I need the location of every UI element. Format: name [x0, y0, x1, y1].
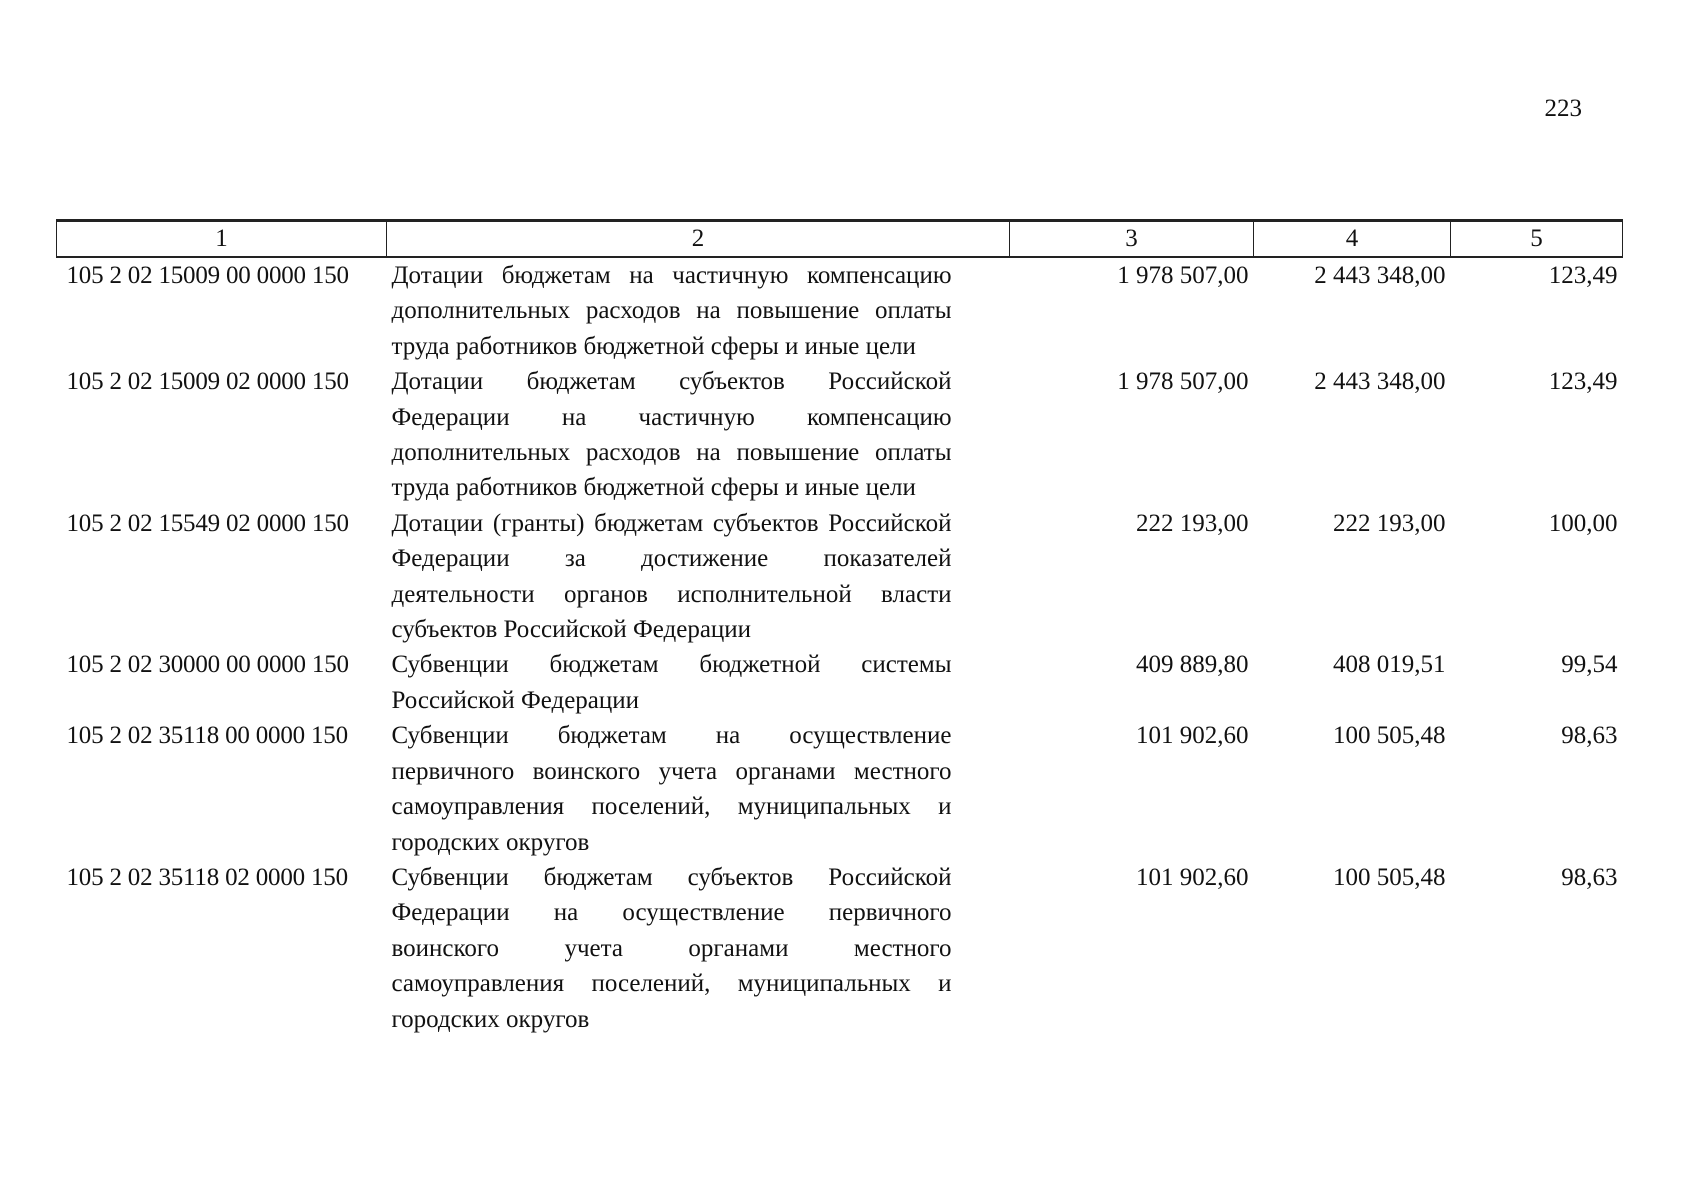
budget-code: 105 2 02 15009 00 0000 150: [66, 262, 349, 289]
plan-value: 409 889,80: [1136, 651, 1249, 679]
table-row: [57, 506, 1623, 648]
plan-value: 222 193,00: [1136, 509, 1249, 537]
percent-value: 98,63: [1561, 722, 1618, 750]
table-row: [57, 257, 1623, 364]
table-body: [57, 257, 1623, 1037]
budget-code: 105 2 02 35118 00 0000 150: [66, 722, 348, 750]
column-header-1: 1: [57, 221, 387, 258]
plan-value: 101 902,60: [1136, 722, 1249, 750]
column-header-4: 4: [1254, 221, 1451, 258]
item-name: Дотации бюджетам субъектов Российской Федерации на частичную компенсацию дополнительных расходов на повышение оплаты труда работников бюджетной сферы и иные цели: [391, 368, 952, 502]
actual-value: 2 443 348,00: [1314, 368, 1446, 396]
table-row: [57, 860, 1623, 1037]
percent-value: 123,49: [1548, 262, 1618, 289]
item-name: Дотации бюджетам на частичную компенсацию дополнительных расходов на повышение оплаты труда работников бюджетной сферы и иные цели: [391, 262, 952, 360]
plan-value: 101 902,60: [1136, 863, 1249, 891]
table-row: [57, 364, 1623, 506]
column-header-3: 3: [1010, 221, 1254, 258]
budget-code: 105 2 02 15009 02 0000 150: [66, 368, 349, 396]
table-row: [57, 647, 1623, 718]
header-row: [57, 221, 1623, 258]
item-name: Субвенции бюджетам на осуществление первичного воинского учета органами местного самоуправления поселений, муниципальных и городских округов: [391, 722, 952, 856]
actual-value: 100 505,48: [1333, 722, 1446, 750]
plan-value: 1 978 507,00: [1117, 368, 1249, 396]
actual-value: 408 019,51: [1333, 651, 1446, 679]
percent-value: 100,00: [1548, 509, 1618, 537]
plan-value: 1 978 507,00: [1117, 262, 1249, 289]
column-header-5: 5: [1451, 221, 1623, 258]
budget-code: 105 2 02 15549 02 0000 150: [66, 509, 349, 537]
percent-value: 98,63: [1561, 863, 1618, 891]
percent-value: 123,49: [1548, 368, 1618, 396]
budget-code: 105 2 02 35118 02 0000 150: [66, 863, 348, 891]
item-name: Субвенции бюджетам субъектов Российской Федерации на осуществление первичного воинского учета органами местного самоуправления поселений, муниципальных и городских округов: [391, 863, 952, 1033]
actual-value: 2 443 348,00: [1314, 262, 1446, 289]
budget-table: [56, 219, 1623, 1037]
budget-code: 105 2 02 30000 00 0000 150: [66, 651, 349, 679]
item-name: Субвенции бюджетам бюджетной системы Российской Федерации: [391, 651, 952, 714]
table-header: [57, 221, 1623, 258]
column-header-2: 2: [387, 221, 1010, 258]
page-number: 223: [1544, 95, 1582, 122]
actual-value: 100 505,48: [1333, 863, 1446, 891]
percent-value: 99,54: [1561, 651, 1618, 679]
actual-value: 222 193,00: [1333, 509, 1446, 537]
item-name: Дотации (гранты) бюджетам субъектов Российской Федерации за достижение показателей деятельности органов исполнительной власти субъектов Российской Федерации: [391, 509, 952, 644]
table-row: [57, 718, 1623, 860]
